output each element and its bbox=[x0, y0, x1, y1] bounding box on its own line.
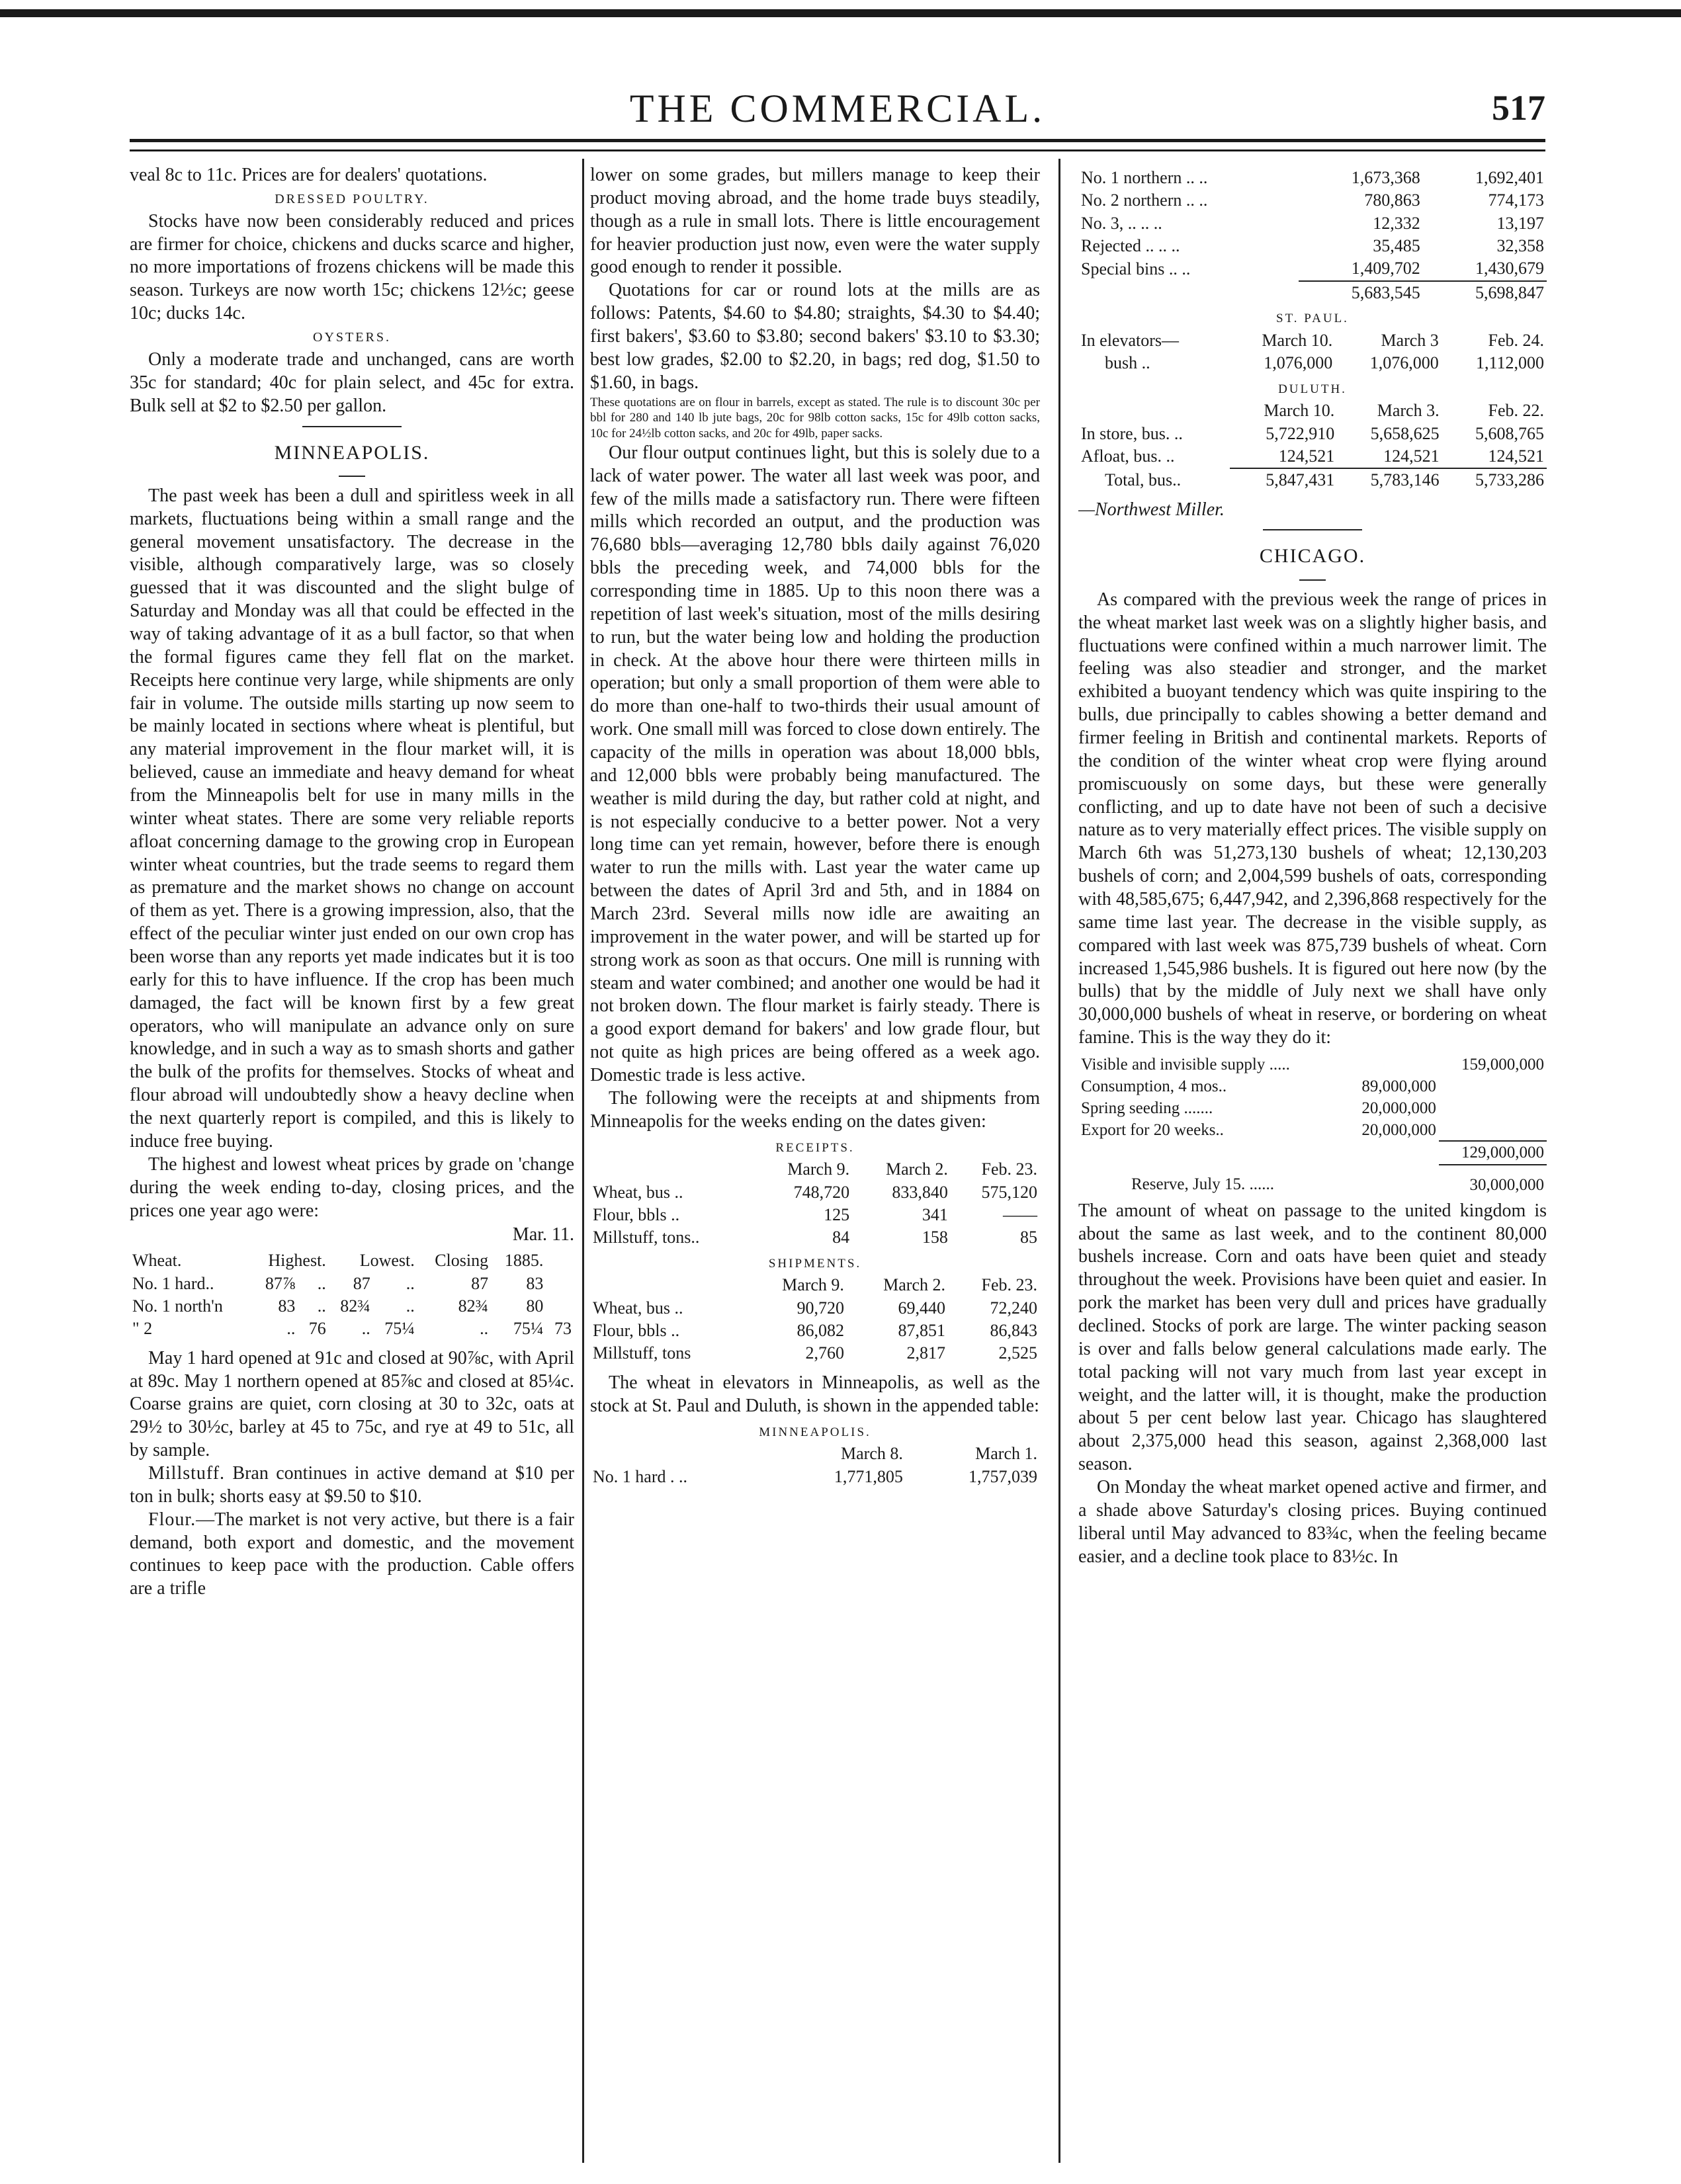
table-cell: No. 1 north'n bbox=[132, 1296, 223, 1316]
paragraph-wheat-prices-intro: The highest and lowest wheat prices by grade on 'change during the week ending to-day, closing prices, and the prices one year ago were: bbox=[130, 1154, 574, 1221]
table-cell: 13,197 bbox=[1496, 213, 1544, 233]
table-cell: 748,720 bbox=[793, 1182, 850, 1202]
table-row bbox=[590, 1181, 1040, 1204]
calc-row bbox=[1078, 1097, 1547, 1119]
table-cell: 87 bbox=[471, 1273, 489, 1293]
duluth-table bbox=[1078, 399, 1547, 491]
calc-value: 89,000,000 bbox=[1361, 1077, 1436, 1096]
masthead-title: THE COMMERCIAL. bbox=[629, 87, 1046, 130]
table-cell: 1,430,679 bbox=[1475, 259, 1544, 278]
table-header-row bbox=[1078, 399, 1547, 422]
table-cell: 124,521 bbox=[1278, 446, 1335, 466]
paragraph-flour-cont: lower on some grades, but millers manage to keep their product moving abroad, and the home trade buys steadily, though as a rule in small lots. There is little encouragement for heavier production just now, even were the water supply good enough to render it possible. bbox=[590, 165, 1040, 278]
table-cell: 83 bbox=[278, 1296, 296, 1316]
paragraph-millstuff-text: Bran continues in active demand at $10 per ton in bulk; shorts easy at $9.50 to $10. bbox=[130, 1462, 574, 1507]
table-cell: 5,847,431 bbox=[1230, 468, 1337, 491]
table-header-cell: Wheat. bbox=[132, 1251, 182, 1271]
calc-subtotal: 129,000,000 bbox=[1439, 1141, 1547, 1164]
table-cell: 125 bbox=[824, 1204, 850, 1224]
table-cell: Flour, bbls .. bbox=[593, 1204, 680, 1224]
calc-label: Export for 20 weeks.. bbox=[1081, 1121, 1224, 1140]
section-title-minneapolis: MINNEAPOLIS. bbox=[274, 441, 430, 464]
column-right bbox=[1078, 164, 1547, 2175]
wheat-prices-table bbox=[130, 1249, 574, 1340]
table-header-cell: March 2. bbox=[886, 1159, 948, 1179]
table-cell: .. bbox=[317, 1296, 326, 1316]
calc-label: Spring seeding ....... bbox=[1081, 1099, 1213, 1118]
paragraph-quotations: Quotations for car or round lots at the mills are as follows: Patents, $4.60 to $4.80; straights, $4.30 to $4.40; first bakers', $3.60 to $3.80; second bakers' $3.10 to $3.30; best low grades, $2.00 to $2.20, in bags; red dog, $1.50 to $1.60, in bags. bbox=[590, 280, 1040, 393]
table-header-cell: March 3 bbox=[1381, 330, 1439, 350]
quotations-note: These quotations are on flour in barrels, except as stated. The rule is to discount 30c per bbl for 280 and 140 lb jute bags, 20c for 98lb cotton sacks, 15c for 49lb cotton sacks, 10c for 24½lb cotton sacks, and 20c for 49lb, paper sacks. bbox=[590, 395, 1040, 441]
table-cell: 1,757,039 bbox=[969, 1466, 1037, 1486]
calc-row bbox=[1078, 1054, 1547, 1075]
table-cell: 84 bbox=[832, 1228, 850, 1247]
table-cell: 774,173 bbox=[1488, 190, 1544, 210]
table-header-cell: March 2. bbox=[883, 1275, 945, 1295]
table-total-row bbox=[1078, 281, 1547, 304]
section-divider bbox=[339, 476, 365, 477]
subhead-oysters: OYSTERS. bbox=[313, 330, 391, 345]
table-cell: 87⅞ bbox=[265, 1273, 296, 1293]
table-header-cell bbox=[590, 1443, 771, 1465]
paragraph-millstuff bbox=[130, 1462, 574, 1509]
table-cell: 780,863 bbox=[1364, 190, 1420, 210]
table-cell: 76 bbox=[308, 1319, 326, 1339]
table-cell: No. 1 hard . .. bbox=[593, 1466, 687, 1486]
table-cell: 2,817 bbox=[906, 1343, 945, 1363]
table-row bbox=[130, 1295, 574, 1318]
table-cell: 73 bbox=[554, 1319, 572, 1339]
table-cell: Millstuff, tons bbox=[593, 1343, 691, 1363]
table-cell: .. bbox=[406, 1296, 415, 1316]
paragraph-elevators-intro: The wheat in elevators in Minneapolis, as well as the stock at St. Paul and Duluth, is shown in the appended table: bbox=[590, 1372, 1040, 1416]
table-row bbox=[1078, 235, 1547, 257]
table-cell: 86,843 bbox=[990, 1321, 1037, 1341]
table-cell: Special bins .. .. bbox=[1081, 259, 1191, 278]
table-header-cell: Highest. bbox=[268, 1251, 326, 1271]
table-cell: Wheat, bus .. bbox=[593, 1298, 683, 1318]
header-rule-thin bbox=[130, 149, 1545, 151]
table-row bbox=[590, 1226, 1040, 1249]
table-cell: 75¼ bbox=[513, 1319, 544, 1339]
table-cell: 5,658,625 bbox=[1370, 423, 1440, 443]
calc-row bbox=[1078, 1141, 1547, 1164]
table-cell: 124,521 bbox=[1383, 446, 1440, 466]
table-header-cell: March 9. bbox=[782, 1275, 844, 1295]
receipts-caption: RECEIPTS. bbox=[775, 1140, 855, 1155]
table-cell: Millstuff, tons.. bbox=[593, 1228, 700, 1247]
table-header-row bbox=[590, 1158, 1040, 1181]
table-cell: 86,082 bbox=[797, 1321, 844, 1341]
shipments-table bbox=[590, 1274, 1040, 1365]
table-cell: 5,783,146 bbox=[1337, 468, 1442, 491]
paragraph-minneapolis-market: The past week has been a dull and spiritless week in all markets, fluctuations being within a small range and the general movement unsatisfactory. The decrease in the visible, although comparatively large, was so closely guessed that it was discounted and the slight bulge of Saturday and Monday was all that could be effected in the way of taking advantage of it as a bull factor, so that when the formal figures came they fell flat on the market. Receipts here continue very large, while shipments are only fair in volume. The outside mills starting up now seem to be mainly located in sections where wheat is plentiful, but any material improvement in the flour market will, it is believed, cause an immediate and heavy demand for wheat from the Minneapolis belt for use in many mills in the winter wheat states. There are some very reliable reports afloat concerning damage to the growing crop in European winter wheat countries, but the trade seems to regard them as premature and the market shows no change on account of them as yet. There is a growing impression, also, that the effect of the peculiar winter just ended on our own crop has been worse than any reports yet made indicates but it is too early for this to have influence. If the crop has been much damaged, the fact will be known first by a few great operators, who will manipulate an advance only on sure knowledge, and in such a way as to smash shorts and gather the bulk of the profits for themselves. Stocks of wheat and flour abroad will undoubtedly show a heavy decline when the next quarterly report is compiled, and this is likely to induce free buying. bbox=[130, 485, 574, 1152]
table-cell: .. bbox=[286, 1319, 296, 1339]
table-cell: 75¼ bbox=[384, 1319, 415, 1339]
table-cell: 5,683,545 bbox=[1299, 281, 1422, 304]
table-header-cell: March 1. bbox=[975, 1444, 1037, 1464]
table-header-cell bbox=[590, 1158, 754, 1181]
header-rule bbox=[130, 139, 1545, 142]
section-divider bbox=[1299, 579, 1326, 581]
top-border-rule bbox=[0, 9, 1681, 17]
table-header-row bbox=[590, 1274, 1040, 1296]
table-row bbox=[590, 1466, 1040, 1488]
table-header-cell: Feb. 23. bbox=[981, 1159, 1037, 1179]
table-cell: Flour, bbls .. bbox=[593, 1321, 680, 1341]
table-cell: 5,698,847 bbox=[1423, 281, 1547, 304]
table-header-cell: Lowest. bbox=[359, 1251, 415, 1271]
table-cell: .. bbox=[480, 1319, 489, 1339]
table-header-cell: March 8. bbox=[841, 1444, 903, 1464]
table-header-cell: Feb. 24. bbox=[1488, 330, 1544, 350]
paragraph-receipts-intro: The following were the receipts at and shipments from Minneapolis for the weeks ending on the dates given: bbox=[590, 1087, 1040, 1132]
table-date: Mar. 11. bbox=[512, 1224, 574, 1245]
paragraph-chicago-monday: On Monday the wheat market opened active and firmer, and a shade above Saturday's closing prices. Buying continued liberal until May advanced to 83¾c, when the feeling became easier, and a decline took place to 83½c. In bbox=[1078, 1477, 1547, 1567]
table-cell: 341 bbox=[922, 1204, 948, 1224]
page-number: 517 bbox=[1492, 88, 1545, 128]
table-cell: 85 bbox=[1020, 1228, 1037, 1247]
table-row bbox=[1078, 212, 1547, 235]
calc-value: 20,000,000 bbox=[1361, 1099, 1436, 1118]
table-row bbox=[1078, 257, 1547, 280]
table-cell: 2,525 bbox=[998, 1343, 1037, 1363]
paragraph-veal: veal 8c to 11c. Prices are for dealers' quotations. bbox=[130, 165, 488, 185]
table-header-cell: 1885. bbox=[504, 1251, 544, 1271]
table-header-cell: March 3. bbox=[1377, 401, 1440, 421]
section-divider bbox=[1263, 529, 1362, 530]
calc-value: 30,000,000 bbox=[1439, 1165, 1547, 1196]
table-cell: 1,673,368 bbox=[1351, 168, 1420, 187]
table-cell: 1,771,805 bbox=[834, 1466, 903, 1486]
table-cell: No. 2 northern .. .. bbox=[1081, 190, 1208, 210]
source-credit: —Northwest Miller. bbox=[1078, 499, 1225, 520]
calc-row bbox=[1078, 1165, 1547, 1196]
receipts-table bbox=[590, 1158, 1040, 1249]
table-row bbox=[590, 1297, 1040, 1320]
calc-label: Reserve, July 15. ...... bbox=[1131, 1175, 1274, 1194]
table-header-cell bbox=[1078, 399, 1230, 422]
run-in-head-millstuff: Millstuff. bbox=[148, 1462, 226, 1484]
table-header-cell: Feb. 23. bbox=[981, 1275, 1037, 1295]
calc-value: 159,000,000 bbox=[1461, 1055, 1544, 1073]
table-cell: " 2 bbox=[132, 1319, 153, 1339]
table-cell: In store, bus. .. bbox=[1081, 423, 1183, 443]
table-row bbox=[1078, 352, 1547, 374]
table-header-cell: March 9. bbox=[787, 1159, 850, 1179]
table-cell: No. 1 hard.. bbox=[132, 1273, 214, 1293]
column-middle bbox=[590, 164, 1040, 2175]
table-cell: 5,722,910 bbox=[1266, 423, 1335, 443]
table-row bbox=[590, 1342, 1040, 1365]
table-cell: —— bbox=[1003, 1204, 1037, 1224]
table-header-row bbox=[130, 1249, 574, 1272]
table-cell: 1,076,000 bbox=[1369, 353, 1439, 373]
elevators-table-start bbox=[590, 1443, 1040, 1488]
calc-value: 20,000,000 bbox=[1361, 1121, 1436, 1140]
table-header-cell: Closing bbox=[435, 1251, 489, 1271]
table-cell: 1,692,401 bbox=[1475, 168, 1544, 187]
table-row bbox=[590, 1320, 1040, 1342]
paragraph-may-wheat: May 1 hard opened at 91c and closed at 90⅞c, with April at 89c. May 1 northern opened at 85⅞c and closed at 85¼c. Coarse grains are quiet, corn closing at 30 to 32c, oats at 29½ to 30½c, barley at 45 to 75c, and rye at 49 to 51c, all by sample. bbox=[130, 1347, 574, 1461]
table-cell: 82¾ bbox=[458, 1296, 489, 1316]
table-row bbox=[1078, 189, 1547, 212]
table-row bbox=[1078, 445, 1547, 468]
calc-row bbox=[1078, 1075, 1547, 1097]
table-total-row bbox=[1078, 468, 1547, 491]
duluth-caption: DULUTH. bbox=[1278, 382, 1347, 396]
table-cell: 90,720 bbox=[797, 1298, 844, 1318]
table-cell: bush .. bbox=[1105, 353, 1150, 373]
run-in-head-flour: Flour. bbox=[148, 1509, 196, 1530]
table-row bbox=[1078, 167, 1547, 189]
st-paul-caption: ST. PAUL. bbox=[1276, 312, 1349, 326]
paragraph-chicago-wheat: As compared with the previous week the range of prices in the wheat market last week was on a slightly higher basis, and fluctuations were confined within a much narrower limit. The feeling was also steadier and stronger, and the market exhibited a buoyant tendency which was quite inspiring to the bulls, due principally to cables showing a better demand and firmer feeling in British and continental markets. Reports of the condition of the winter wheat crop were flying around promiscuously on some days, but these were generally conflicting, and up to date have not been of such a decisive nature as to very materially effect prices. The visible supply on March 6th was 51,273,130 bushels of wheat; 12,130,203 bushels of corn; and 2,004,599 bushels of oats, corresponding with 48,585,675; 6,447,942, and 2,396,868 respectively for the same time last year. The decrease in the visible supply, as compared with last week was 875,739 bushels of wheat. Corn increased 1,545,986 bushels. It is figured out here now (by the bulls) that by the middle of July next we shall have only 30,000,000 bushels of wheat in reserve, or bordering on wheat famine. This is the way they do it: bbox=[1078, 589, 1547, 1048]
table-cell: 5,733,286 bbox=[1442, 468, 1547, 491]
table-cell: 12,332 bbox=[1373, 213, 1420, 233]
table-cell: .. bbox=[361, 1319, 370, 1339]
table-cell: Total, bus.. bbox=[1105, 470, 1182, 489]
table-cell: 87 bbox=[353, 1273, 370, 1293]
table-row bbox=[130, 1273, 574, 1295]
table-cell: Rejected .. .. .. bbox=[1081, 236, 1180, 256]
calc-label: Consumption, 4 mos.. bbox=[1081, 1077, 1227, 1096]
column-divider bbox=[582, 159, 584, 2163]
table-cell: 2,760 bbox=[805, 1343, 844, 1363]
column-left bbox=[130, 164, 574, 2175]
paragraph-chicago-passage: The amount of wheat on passage to the united kingdom is about the same as last week, and to the continent 80,000 bushels increase. Corn and oats have been quiet and steady throughout the week. Provisions have been quiet and easier. In pork the market has been very dull and prices have gradually declined. Stocks of pork are large. The winter packing season is over and falls below general calculations made early. The total packing will not vary much from last year except in weight, and the latter will, it is thought, make the production about 5 per cent below last year. Chicago has slaughtered about 2,375,000 head this season, against 2,368,000 last season. bbox=[1078, 1200, 1547, 1475]
paragraph-poultry: Stocks have now been considerably reduced and prices are firmer for choice, chickens and ducks scarce and higher, no more importations of frozens chickens will be made this season. Turkeys are now worth 15c; chickens 12½c; geese 10c; ducks 14c. bbox=[130, 210, 574, 324]
paragraph-flour-output: Our flour output continues light, but this is solely due to a lack of water power. The water all last week was poor, and few of the mills made a satisfactory run. There were fifteen mills which recorded an output, and the production was 76,680 bbls—averaging 12,780 bbls daily against 76,020 bbls the preceding week, and 74,000 bbls for the corresponding time in 1885. Up to this noon there was a repetition of last week's situation, most of the mills desiring to run, but the water being low and holding the production in check. At the above hour there were thirteen mills in operation; but only a small proportion of them were able to do more than one-half to two-thirds their usual amount of work. One small mill was forced to close down entirely. The capacity of the mills in operation was about 18,000 bbls, and 12,000 bbls were probably being manufactured. The weather is mild during the day, but rather cold at night, and is not especially conducive to a better power. Not a very long time can yet remain, however, before there is enough water to run the mills with. Last year the water came up between the dates of April 3rd and 5th, and in 1884 on March 23rd. Several mills now idle are awaiting an improvement in the water power, and will be started up for strong work as soon as that occurs. One mill is running with steam and water combined; and another one would be had it not broken down. The flour market is fairly steady. There is a good export demand for bakers' and low grade flour, but not quite as high prices are being offered as a week ago. Domestic trade is less active. bbox=[590, 442, 1040, 1086]
shipments-caption: SHIPMENTS. bbox=[768, 1256, 862, 1271]
table-cell: 833,840 bbox=[892, 1182, 948, 1202]
table-row bbox=[1078, 423, 1547, 445]
st-paul-table bbox=[1078, 329, 1547, 375]
table-cell: 82¾ bbox=[340, 1296, 370, 1316]
table-header-cell bbox=[590, 1274, 746, 1296]
section-divider bbox=[302, 426, 402, 427]
table-header-cell: March 10. bbox=[1262, 330, 1333, 350]
table-cell: .. bbox=[406, 1273, 415, 1293]
table-cell: No. 1 northern .. .. bbox=[1081, 168, 1208, 187]
table-header-row bbox=[1078, 329, 1547, 352]
table-cell: 35,485 bbox=[1373, 236, 1420, 256]
table-cell: 158 bbox=[922, 1228, 948, 1247]
table-cell: 1,112,000 bbox=[1475, 353, 1544, 373]
table-cell: 69,440 bbox=[898, 1298, 945, 1318]
table-cell: .. bbox=[317, 1273, 326, 1293]
paragraph-oysters: Only a moderate trade and unchanged, cans are worth 35c for standard; 40c for plain select, and 45c for extra. Bulk sell at $2 to $2.50 per gallon. bbox=[130, 349, 574, 416]
table-cell: 124,521 bbox=[1488, 446, 1544, 466]
table-cell: 87,851 bbox=[898, 1321, 945, 1341]
paragraph-flour bbox=[130, 1509, 574, 1601]
column-divider bbox=[1058, 159, 1060, 2163]
paragraph-flour-text: —The market is not very active, but there is a fair demand, both export and domestic, and the movement continues to keep pace with the production. Cable offers are a trifle bbox=[130, 1509, 574, 1599]
table-cell: No. 3, .. .. .. bbox=[1081, 213, 1162, 233]
table-cell: 32,358 bbox=[1496, 236, 1544, 256]
reserve-calculation bbox=[1078, 1054, 1547, 1196]
elevators-caption: MINNEAPOLIS. bbox=[759, 1425, 871, 1439]
subhead-dressed-poultry: DRESSED POULTRY. bbox=[275, 191, 429, 206]
table-cell: 83 bbox=[526, 1273, 544, 1293]
table-cell: 80 bbox=[526, 1296, 544, 1316]
table-row bbox=[590, 1204, 1040, 1226]
table-cell: 1,409,702 bbox=[1351, 259, 1420, 278]
table-cell: Wheat, bus .. bbox=[593, 1182, 683, 1202]
table-header-cell: Feb. 22. bbox=[1488, 401, 1544, 421]
calc-row bbox=[1078, 1119, 1547, 1141]
elevators-table-cont bbox=[1078, 167, 1547, 304]
table-cell: 575,120 bbox=[981, 1182, 1037, 1202]
table-header-row bbox=[590, 1443, 1040, 1465]
section-title-chicago: CHICAGO. bbox=[1259, 545, 1366, 567]
table-cell: 72,240 bbox=[990, 1298, 1037, 1318]
table-header-cell: March 10. bbox=[1264, 401, 1335, 421]
table-row bbox=[130, 1318, 574, 1340]
table-cell: 5,608,765 bbox=[1475, 423, 1544, 443]
table-cell: 1,076,000 bbox=[1264, 353, 1333, 373]
calc-label: Visible and invisible supply ..... bbox=[1081, 1055, 1290, 1073]
table-header-cell: In elevators— bbox=[1081, 330, 1180, 350]
table-cell: Afloat, bus. .. bbox=[1081, 446, 1175, 466]
